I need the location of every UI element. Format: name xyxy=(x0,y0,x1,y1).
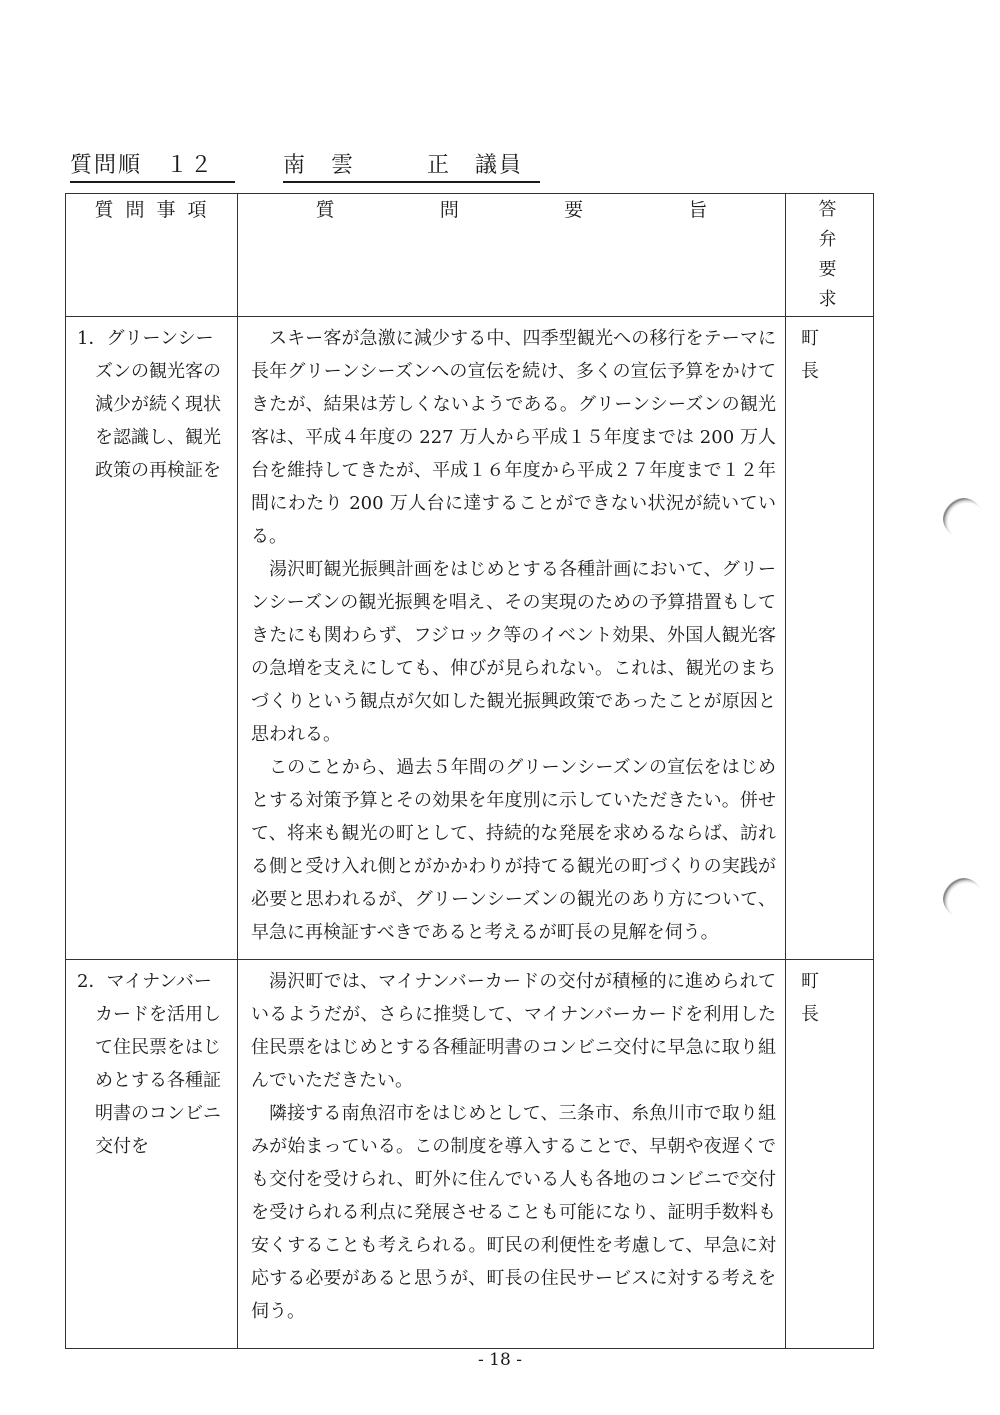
table-header-row xyxy=(66,194,874,317)
gist-cell xyxy=(238,960,786,1349)
topic-text: 1．グリーンシー ズンの観光客の 減少が続く現状 を認識し、観光 政策の再検証を xyxy=(77,328,221,481)
answer-cell xyxy=(786,960,874,1349)
answer-cell xyxy=(786,317,874,960)
member-name: 南 雲 正 議員 xyxy=(283,148,540,183)
punch-hole-icon xyxy=(943,878,983,918)
answer-text: 町長 xyxy=(801,328,839,382)
gist-paragraph: 湯沢町では、マイナンバーカードの交付が積極的に進められているようだが、さらに推奨して、マイナンバーカードを利用した住民票をはじめとする各種証明書のコンビニ交付に早急に取り組んでいただきたい。 xyxy=(251,971,776,1091)
gist-paragraph: スキー客が急激に減少する中、四季型観光への移行をテーマに長年グリーンシーズンへの宣伝を続け、多くの宣伝予算をかけてきたが、結果は芳しくないようである。グリーンシーズンの観光客は、平成４年度の 227 万人から平成１５年度までは 200 万人台を維持してきたが、平成１６年度から平成２７年度まで１２年間にわたり 200 万人台に達することができない状況が続いている。 xyxy=(251,328,776,547)
header-question-gist xyxy=(238,194,786,317)
header-char: 事 xyxy=(156,199,188,221)
table-row xyxy=(66,960,874,1349)
header-answer-line2: 要 求 xyxy=(818,259,849,310)
header-answer-request xyxy=(786,194,874,317)
header-char: 旨 xyxy=(688,199,708,221)
gist-paragraph: 湯沢町観光振興計画をはじめとする各種計画において、グリーンシーズンの観光振興を唱え、その実現のための予算措置もしてきたにも関わらず、フジロック等のイベント効果、外国人観光客の急増を支えにしても、伸びが見られない。これは、観光のまちづくりという観点が欠如した観光振興政策であったことが原因と思われる。 xyxy=(251,559,776,745)
punch-hole-icon xyxy=(943,498,983,538)
gist-paragraph: 隣接する南魚沼市をはじめとして、三条市、糸魚川市で取り組みが始まっている。この制度を導入することで、早朝や夜遅くでも交付を受けられ、町外に住んでいる人も各地のコンビニで交付を受けられる利点に発展させることも可能になり、証明手数料も安くすることも考えられる。町民の利便性を考慮して、早急に対応する必要があると思うが、町長の住民サービスに対する考えを伺う。 xyxy=(251,1103,776,1322)
topic-cell xyxy=(66,960,238,1349)
topic-cell xyxy=(66,317,238,960)
header-char: 項 xyxy=(187,199,219,221)
header-char: 要 xyxy=(564,199,584,221)
gist-paragraph: このことから、過去５年間のグリーンシーズンの宣伝をはじめとする対策予算とその効果を年度別に示していただきたい。併せて、将来も観光の町として、持続的な発展を求めるならば、訪れる側と受け入れ側とがかかわりが持てる観光の町づくりの実践が必要と思われるが、グリーンシーズンの観光のあり方について、早急に再検証すべきであると考えるが町長の見解を伺う。 xyxy=(251,757,776,943)
topic-text: 2．マイナンバー カードを活用し て住民票をはじ めとする各種証 明書のコンビニ 交付を xyxy=(77,971,221,1157)
header-answer-line1: 答 弁 xyxy=(818,199,849,250)
question-order: 質問順 １２ xyxy=(70,148,235,183)
header-char: 問 xyxy=(439,199,459,221)
header-char: 質 xyxy=(315,199,335,221)
header-char: 質 xyxy=(94,199,126,221)
table-row xyxy=(66,317,874,960)
answer-text: 町長 xyxy=(801,971,839,1025)
question-table xyxy=(65,193,874,1349)
header-char: 問 xyxy=(125,199,157,221)
page-number: - 18 - xyxy=(478,1350,522,1370)
gist-cell xyxy=(238,317,786,960)
header-question-item xyxy=(66,194,238,317)
